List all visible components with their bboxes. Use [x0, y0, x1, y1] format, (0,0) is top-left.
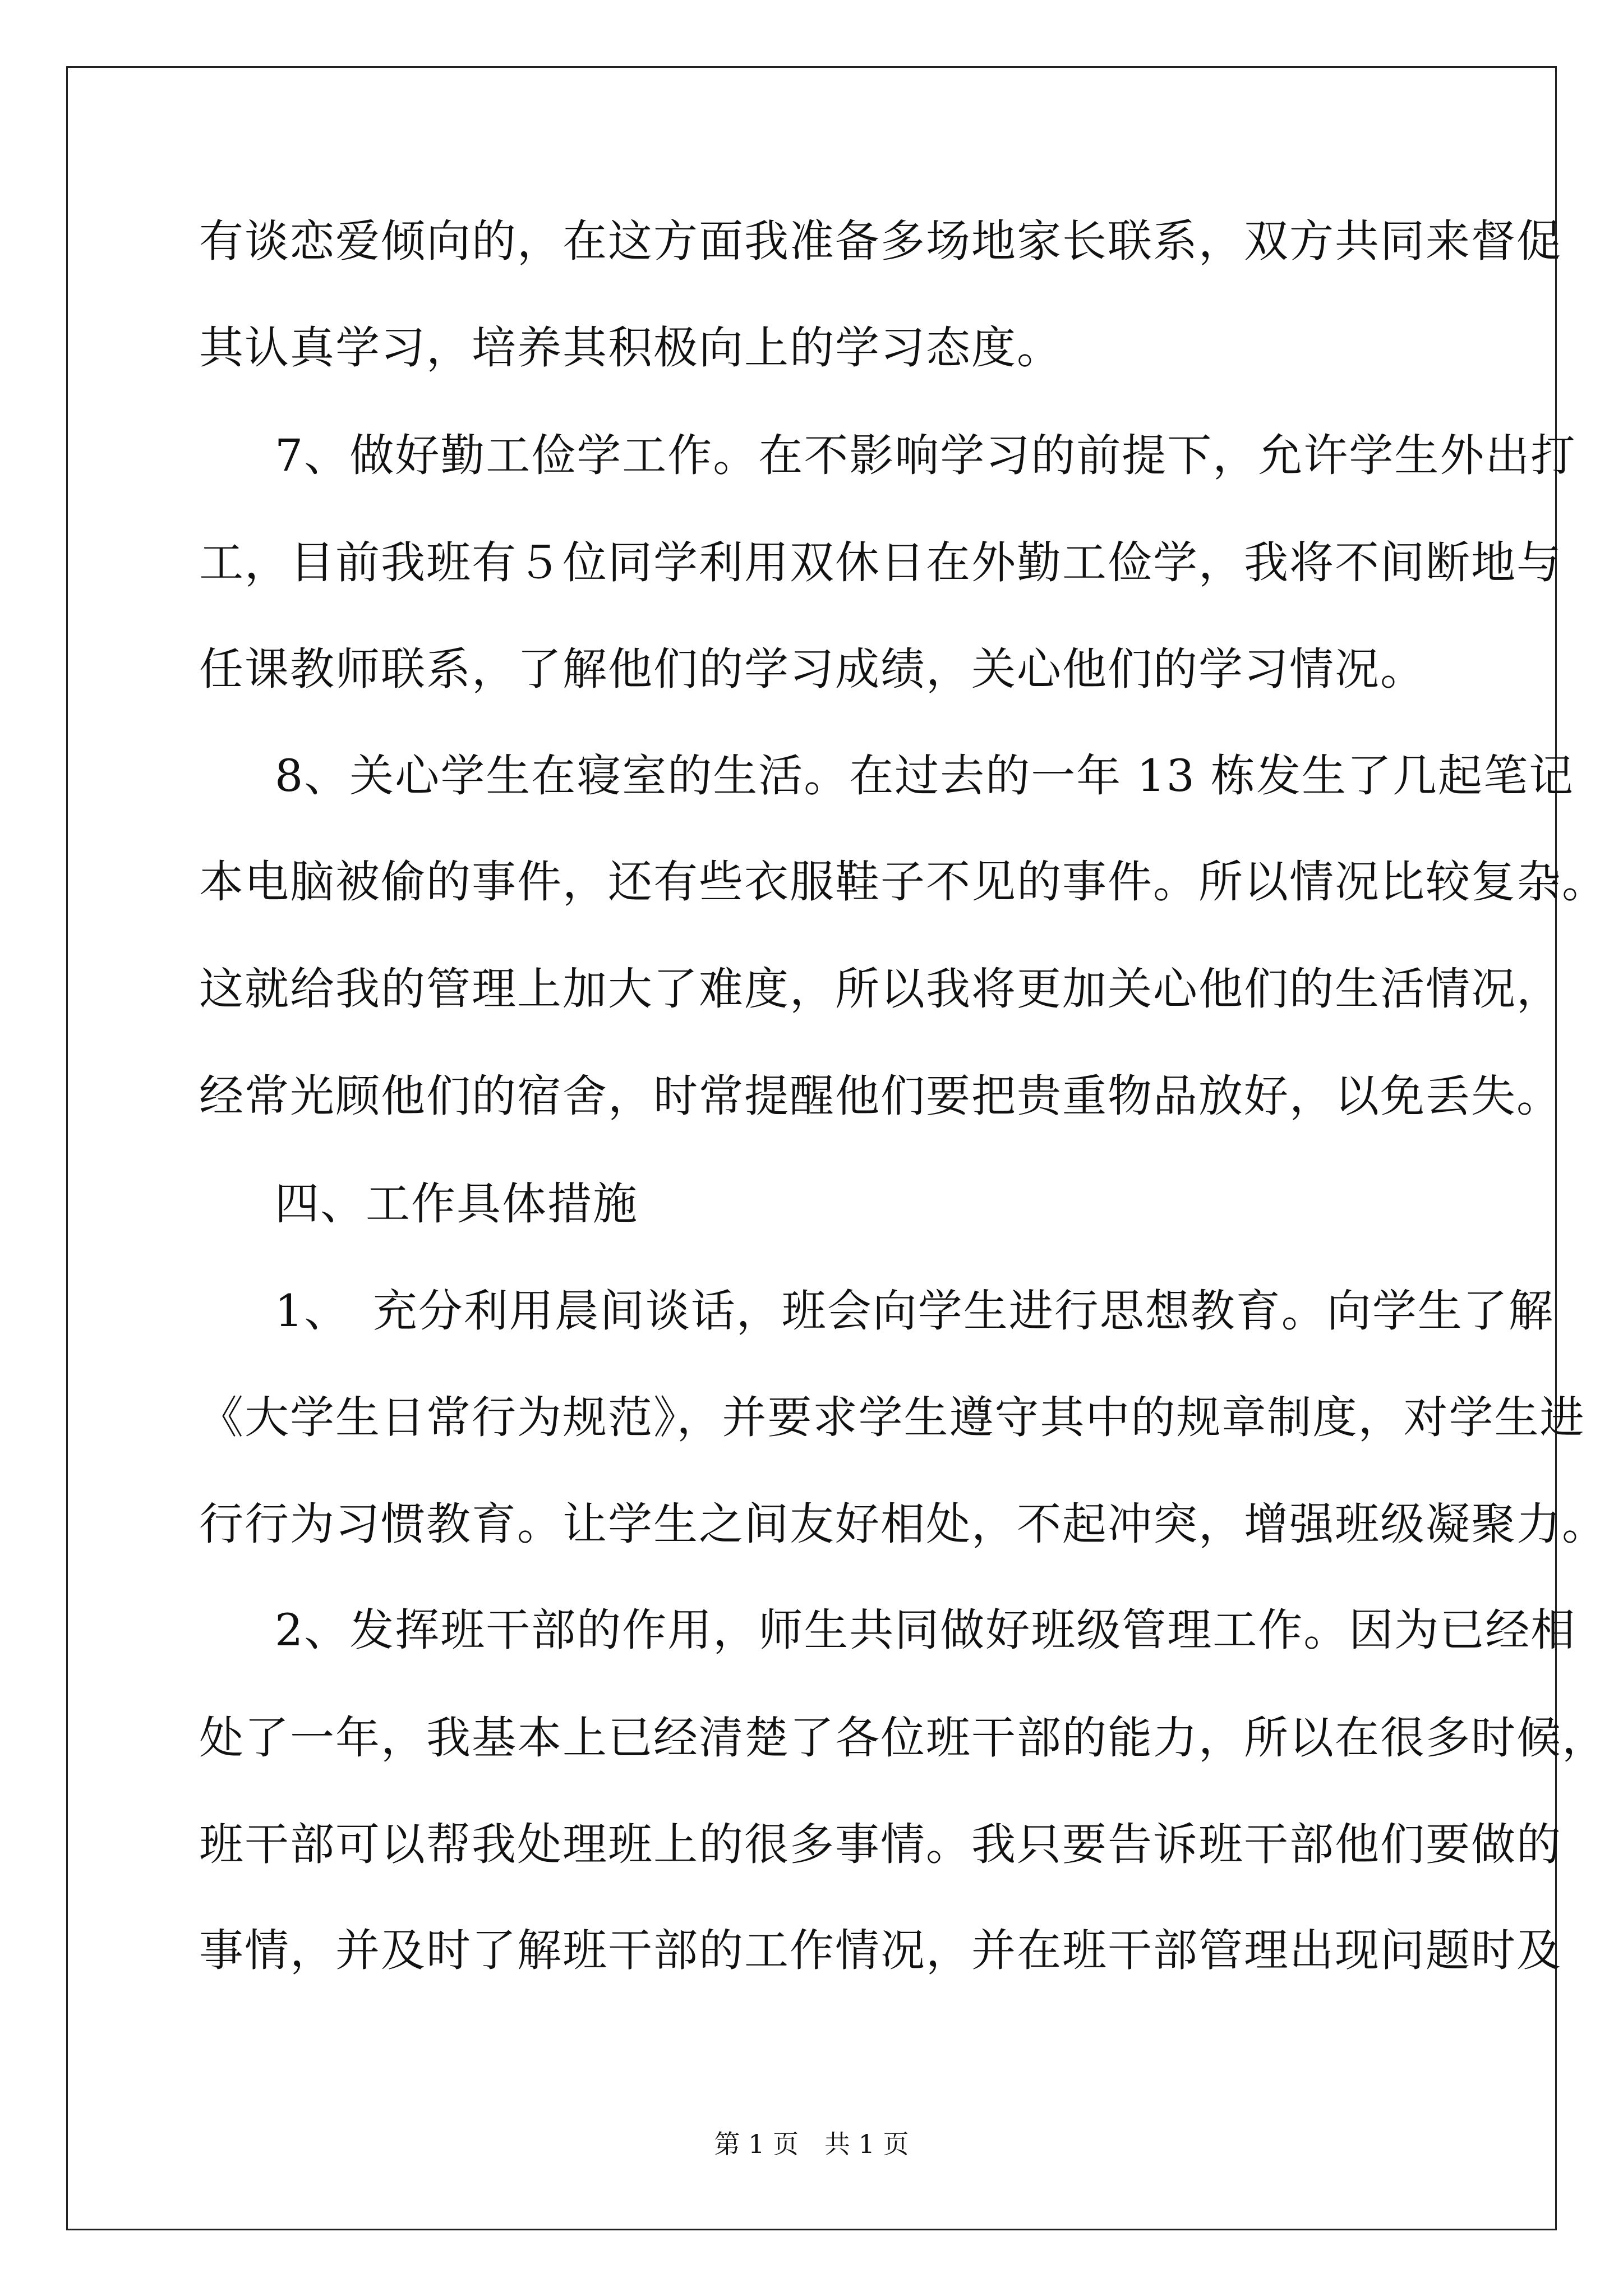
text-line: 这就给我的管理上加大了难度，所以我将更加关心他们的生活情况，: [199, 963, 1562, 1015]
text-line: 2、发挥班干部的作用，师生共同做好班级管理工作。因为已经相: [275, 1604, 1576, 1656]
text-line: 行行为习惯教育。让学生之间友好相处，不起冲突，增强班级凝聚力。: [199, 1498, 1607, 1550]
text-line: 《大学生日常行为规范》，并要求学生遵守其中的规章制度，对学生进: [199, 1392, 1585, 1443]
text-line: 经常光顾他们的宿舍，时常提醒他们要把贵重物品放好，以免丢失。: [199, 1070, 1562, 1122]
text-line: 班干部可以帮我处理班上的很多事情。我只要告诉班干部他们要做的: [199, 1819, 1562, 1870]
text-line: 1、 充分利用晨间谈话，班会向学生进行思想教育。向学生了解: [275, 1285, 1554, 1337]
text-line: 事情，并及时了解班干部的工作情况，并在班干部管理出现问题时及: [199, 1925, 1562, 1976]
text-line: 本电脑被偷的事件，还有些衣服鞋子不见的事件。所以情况比较复杂。: [199, 856, 1607, 908]
text-line: 7、做好勤工俭学工作。在不影响学习的前提下，允许学生外出打: [275, 430, 1576, 481]
text-line: 工，目前我班有５位同学利用双休日在外勤工俭学，我将不间断地与: [199, 537, 1562, 588]
text-line: 任课教师联系，了解他们的学习成绩，关心他们的学习情况。: [199, 643, 1426, 695]
text-line: 处了一年，我基本上已经清楚了各位班干部的能力，所以在很多时候，: [199, 1712, 1607, 1764]
text-line: 有谈恋爱倾向的，在这方面我准备多场地家长联系，双方共同来督促: [199, 215, 1562, 267]
page-footer: 第 1 页 共 1 页: [714, 2129, 909, 2159]
text-line: 8、关心学生在寝室的生活。在过去的一年 13 栋发生了几起笔记: [275, 750, 1575, 802]
page-border: [66, 66, 1557, 2230]
section-heading: 四、工作具体措施: [275, 1178, 638, 1230]
text-line: 其认真学习，培养其积极向上的学习态度。: [199, 322, 1062, 374]
